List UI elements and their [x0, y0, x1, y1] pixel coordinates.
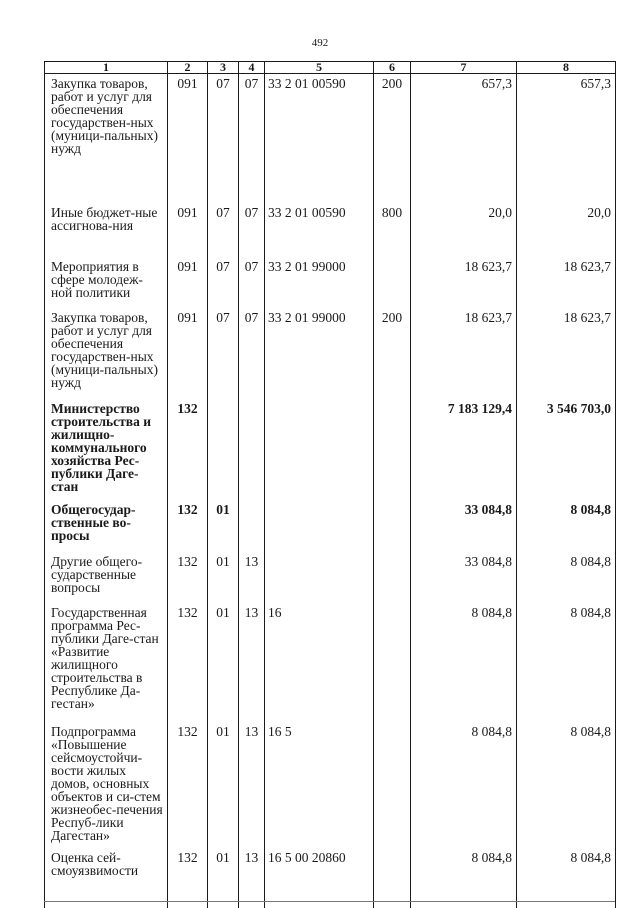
table-row	[45, 848, 616, 908]
column-header: 8	[517, 62, 616, 74]
subsection-code: 13	[239, 722, 265, 848]
target-article-code: 16	[265, 603, 374, 722]
expense-type-code	[374, 552, 411, 603]
amount-year-1: 18 623,7	[411, 308, 517, 399]
column-header: 3	[208, 62, 239, 74]
expense-type-code: 800	[374, 203, 411, 257]
target-article-code	[265, 500, 374, 552]
target-article-code	[265, 552, 374, 603]
column-header: 4	[239, 62, 265, 74]
subsection-code: 13	[239, 848, 265, 908]
amount-year-1: 657,3	[411, 74, 517, 203]
item-name: Другие общего-сударственные вопросы	[45, 552, 168, 603]
subsection-code: 07	[239, 203, 265, 257]
admin-code: 132	[168, 552, 208, 603]
amount-year-2: 8 084,8	[517, 603, 616, 722]
amount-year-2: 8 084,8	[517, 848, 616, 908]
expense-type-code	[374, 848, 411, 908]
admin-code: 091	[168, 203, 208, 257]
section-code: 07	[208, 257, 239, 308]
budget-table	[44, 61, 616, 908]
section-code: 01	[208, 722, 239, 848]
amount-year-2: 3 546 703,0	[517, 399, 616, 500]
item-name: Общегосудар-ственные во-просы	[45, 500, 168, 552]
column-header: 6	[374, 62, 411, 74]
item-name: Государственная программа Рес-публики Даге-стан «Развитие жилищного строительства в Республике Да-гестан»	[45, 603, 168, 722]
expense-type-code: 200	[374, 74, 411, 203]
section-code: 07	[208, 203, 239, 257]
subsection-code: 13	[239, 552, 265, 603]
table-row	[45, 500, 616, 552]
expense-type-code	[374, 399, 411, 500]
amount-year-2: 8 084,8	[517, 552, 616, 603]
admin-code: 132	[168, 848, 208, 908]
column-header: 7	[411, 62, 517, 74]
amount-year-1: 8 084,8	[411, 722, 517, 848]
section-code: 07	[208, 308, 239, 399]
section-code: 01	[208, 500, 239, 552]
amount-year-1: 8 084,8	[411, 848, 517, 908]
target-article-code	[265, 399, 374, 500]
table-row	[45, 552, 616, 603]
expense-type-code	[374, 603, 411, 722]
admin-code: 132	[168, 399, 208, 500]
target-article-code: 16 5 00 20860	[265, 848, 374, 908]
amount-year-1: 33 084,8	[411, 552, 517, 603]
table-row	[45, 257, 616, 308]
target-article-code: 33 2 01 99000	[265, 308, 374, 399]
expense-type-code	[374, 722, 411, 848]
admin-code: 132	[168, 722, 208, 848]
page-number: 492	[311, 37, 329, 49]
target-article-code: 33 2 01 99000	[265, 257, 374, 308]
item-name: Оценка сей-смоуязвимости	[45, 848, 168, 908]
section-code: 01	[208, 552, 239, 603]
amount-year-1: 20,0	[411, 203, 517, 257]
admin-code: 091	[168, 74, 208, 203]
section-code: 07	[208, 74, 239, 203]
amount-year-2: 18 623,7	[517, 308, 616, 399]
expense-type-code: 200	[374, 308, 411, 399]
subsection-code	[239, 399, 265, 500]
amount-year-2: 20,0	[517, 203, 616, 257]
table-row	[45, 399, 616, 500]
header-row	[45, 62, 616, 74]
amount-year-1: 7 183 129,4	[411, 399, 517, 500]
subsection-code: 07	[239, 257, 265, 308]
amount-year-2: 657,3	[517, 74, 616, 203]
column-header: 2	[168, 62, 208, 74]
section-code: 01	[208, 848, 239, 908]
admin-code: 132	[168, 603, 208, 722]
subsection-code: 13	[239, 603, 265, 722]
column-header: 1	[45, 62, 168, 74]
admin-code: 132	[168, 500, 208, 552]
item-name: Министерство строительства и жилищно-коммунального хозяйства Рес-публики Даге-стан	[45, 399, 168, 500]
table-row	[45, 603, 616, 722]
table-row	[45, 308, 616, 399]
amount-year-1: 18 623,7	[411, 257, 517, 308]
amount-year-2: 18 623,7	[517, 257, 616, 308]
subsection-code	[239, 500, 265, 552]
expense-type-code	[374, 257, 411, 308]
section-code	[208, 399, 239, 500]
subsection-code: 07	[239, 308, 265, 399]
item-name: Мероприятия в сфере молодеж-ной политики	[45, 257, 168, 308]
subsection-code: 07	[239, 74, 265, 203]
target-article-code: 33 2 01 00590	[265, 203, 374, 257]
table-row	[45, 722, 616, 848]
table-row	[45, 203, 616, 257]
amount-year-2: 8 084,8	[517, 500, 616, 552]
item-name: Закупка товаров, работ и услуг для обеспечения государствен-ных (муници-пальных) нужд	[45, 74, 168, 203]
item-name: Закупка товаров, работ и услуг для обеспечения государствен-ных (муници-пальных) нужд	[45, 308, 168, 399]
admin-code: 091	[168, 308, 208, 399]
target-article-code: 16 5	[265, 722, 374, 848]
column-header: 5	[265, 62, 374, 74]
admin-code: 091	[168, 257, 208, 308]
amount-year-1: 33 084,8	[411, 500, 517, 552]
item-name: Иные бюджет-ные ассигнова-ния	[45, 203, 168, 257]
target-article-code: 33 2 01 00590	[265, 74, 374, 203]
item-name: Подпрограмма «Повышение сейсмоустойчи-вости жилых домов, основных объектов и си-стем жизнеобес-печения Респуб-лики Дагестан»	[45, 722, 168, 848]
amount-year-2: 8 084,8	[517, 722, 616, 848]
section-code: 01	[208, 603, 239, 722]
table-row	[45, 74, 616, 203]
amount-year-1: 8 084,8	[411, 603, 517, 722]
bottom-rule	[44, 901, 615, 902]
expense-type-code	[374, 500, 411, 552]
